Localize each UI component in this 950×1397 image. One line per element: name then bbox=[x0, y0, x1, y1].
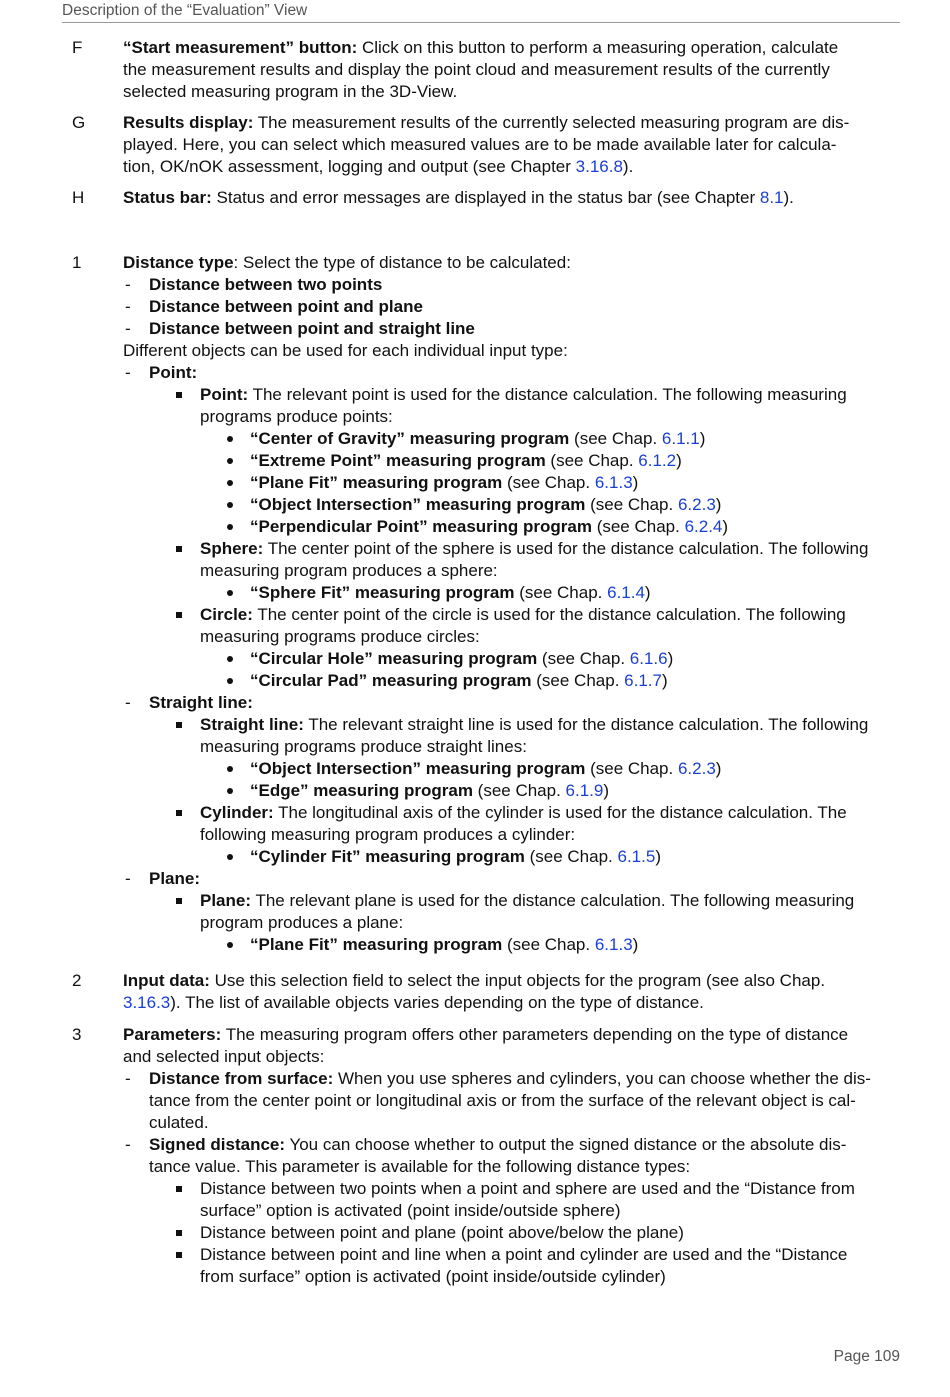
page-number: Page 109 bbox=[833, 1348, 900, 1365]
list-item: Circle: The center point of the circle is used for the distance calculation. The following bbox=[123, 604, 908, 626]
list-item: - Distance from surface: When you use spheres and cylinders, you can choose whether the dis- bbox=[123, 1068, 908, 1090]
entry-key: 1 bbox=[72, 253, 82, 272]
chapter-link[interactable]: 6.1.7 bbox=[624, 671, 662, 690]
entry-g: G Results display: The measurement results of the currently selected measuring program are dis- played. Here, you can select which measured values are to be made available later for calcula- tion, OK/nOK assessment, logging and output (see Chapter 3.16.8). bbox=[72, 113, 850, 176]
entry-label: “Start measurement” button: bbox=[123, 38, 358, 57]
list-item: Point: The relevant point is used for the distance calculation. The following measuring bbox=[123, 384, 908, 406]
chapter-link[interactable]: 6.1.1 bbox=[661, 429, 700, 448]
list-item: “Object Intersection” measuring program (see Chap. 6.2.3) bbox=[123, 494, 908, 516]
chapter-link[interactable]: 6.1.3 bbox=[594, 935, 633, 954]
list-item: Distance between two points when a point and sphere are used and the “Distance from bbox=[123, 1178, 908, 1200]
entry-key: 2 bbox=[72, 971, 82, 990]
chapter-link[interactable]: 8.1 bbox=[759, 188, 784, 207]
list-item: - Signed distance: You can choose whether to output the signed distance or the absolute dis- bbox=[123, 1134, 908, 1156]
chapter-link[interactable]: 6.1.5 bbox=[617, 847, 656, 866]
list-item: - Straight line: bbox=[123, 692, 908, 714]
list-item: - Distance between point and plane bbox=[123, 296, 908, 318]
chapter-link[interactable]: 6.1.9 bbox=[565, 781, 604, 800]
list-item: “Edge” measuring program (see Chap. 6.1.9) bbox=[123, 780, 908, 802]
list-item: Plane: The relevant plane is used for the distance calculation. The following measuring bbox=[123, 890, 908, 912]
chapter-link[interactable]: 3.16.8 bbox=[575, 157, 623, 176]
entry-h: H Status bar: Status and error messages are displayed in the status bar (see Chapter 8.1). bbox=[72, 188, 794, 207]
list-item: “Plane Fit” measuring program (see Chap. 6.1.3) bbox=[123, 934, 908, 956]
list-item: - Plane: bbox=[123, 868, 908, 890]
list-item: - Distance between point and straight line bbox=[123, 318, 908, 340]
chapter-link[interactable]: 6.1.3 bbox=[594, 473, 633, 492]
entry-label: Results display: bbox=[123, 113, 254, 132]
chapter-link[interactable]: 6.1.2 bbox=[638, 451, 677, 470]
entry-label: Input data: bbox=[123, 971, 210, 990]
entry-key: G bbox=[72, 113, 86, 132]
chapter-link[interactable]: 6.2.4 bbox=[684, 517, 723, 536]
list-item: Distance between point and plane (point above/below the plane) bbox=[123, 1222, 908, 1244]
chapter-link[interactable]: 6.2.3 bbox=[677, 759, 716, 778]
chapter-link[interactable]: 6.1.6 bbox=[629, 649, 668, 668]
header-divider bbox=[62, 22, 900, 23]
list-item: Sphere: The center point of the sphere is used for the distance calculation. The following bbox=[123, 538, 908, 560]
list-item: “Extreme Point” measuring program (see Chap. 6.1.2) bbox=[123, 450, 908, 472]
list-item: “Object Intersection” measuring program (see Chap. 6.2.3) bbox=[123, 758, 908, 780]
list-item: “Perpendicular Point” measuring program (see Chap. 6.2.4) bbox=[123, 516, 908, 538]
list-item: “Center of Gravity” measuring program (see Chap. 6.1.1) bbox=[123, 428, 908, 450]
list-item: “Plane Fit” measuring program (see Chap. 6.1.3) bbox=[123, 472, 908, 494]
entry-key: 3 bbox=[72, 1025, 82, 1044]
list-item: “Cylinder Fit” measuring program (see Chap. 6.1.5) bbox=[123, 846, 908, 868]
entry-2: 2 Input data: Use this selection field to select the input objects for the program (see also Chap. 3.16.3). The list of available objects varies depending on the type of distance. bbox=[72, 971, 826, 1012]
entry-label: Distance type bbox=[123, 253, 234, 272]
entry-label: Parameters: bbox=[123, 1025, 222, 1044]
entry-key: H bbox=[72, 188, 85, 207]
list-item: - Point: bbox=[123, 362, 908, 384]
list-item: “Circular Pad” measuring program (see Chap. 6.1.7) bbox=[123, 670, 908, 692]
list-item: Cylinder: The longitudinal axis of the cylinder is used for the distance calculation. The bbox=[123, 802, 908, 824]
entry-f: F “Start measurement” button: Click on this button to perform a measuring operation, calculate the measurement results and display the point cloud and measurement results of the currently selected measuring program in the 3D-View. bbox=[72, 38, 839, 101]
chapter-link[interactable]: 3.16.3 bbox=[123, 993, 171, 1012]
entry-key: F bbox=[72, 38, 83, 57]
entry-label: Status bar: bbox=[123, 188, 212, 207]
list-item: Straight line: The relevant straight line is used for the distance calculation. The following bbox=[123, 714, 908, 736]
chapter-link[interactable]: 6.2.3 bbox=[677, 495, 716, 514]
chapter-link[interactable]: 6.1.4 bbox=[607, 583, 645, 602]
list-item: - Distance between two points bbox=[123, 274, 908, 296]
entry-1: 1 Distance type: Select the type of distance to be calculated: - Distance between two points - Distance between point and plane - Distance between point and straight line Different objects can be used for each individual input type: - Point: Point: The relevant point is used for the distance calculation. The following measuring programs produce points: “Center of Gravity” measuring program (see Chap. 6.1.1) “Extreme Point” measuring program (see Chap. 6.1.2) “Plane Fit” measuring program (see Chap. 6.1.3) “Object Intersection” measuring program (see Chap. 6.2.3) “Perpendicular Point” measuring program (see Chap. 6.2.4) Sphere: The center point of the sphere is used for the distance calculation. The following measuring program produces a sphere: “Sphere Fit” measuring program (see Chap. 6.1.4) Circle: The center point of the circle is used for the distance calculation. The following measuring programs produce circles: “Circular Hole” measuring program (see Chap. 6.1.6) “Circular Pad” measuring program (see Chap. 6.1.7) - Straight line: Straight line: The relevant straight line is used for the distance calculation. The following measuring programs produce straight lines: “Object Intersection” measuring program (see Chap. 6.2.3) “Edge” measuring program (see Chap. 6.1.9) Cylinder: The longitudinal axis of the cylinder is used for the distance calculation. The following measuring program produces a cylinder: “Cylinder Fit” measuring program (see Chap. 6.1.5) - Plane: Plane: The relevant plane is used for the distance calculation. The following measuring program produces a plane: “Plane Fit” measuring program (see Chap. 6.1.3) bbox=[72, 252, 912, 956]
list-item: “Sphere Fit” measuring program (see Chap. 6.1.4) bbox=[123, 582, 908, 604]
list-item: Distance between point and line when a point and cylinder are used and the “Distance bbox=[123, 1244, 908, 1266]
entry-3: 3 Parameters: The measuring program offers other parameters depending on the type of distance and selected input objects: - Distance from surface: When you use spheres and cylinders, you can choose whether the dis- tance from the center point or longitudinal axis or from the surface of the relevant object is cal- culated. - Signed distance: You can choose whether to output the signed distance or the absolute dis- tance value. This parameter is available for the following distance types: Distance between two points when a point and sphere are used and the “Distance from surface” option is activated (point inside/outside sphere) Distance between point and plane (point above/below the plane) Distance between point and line when a point and cylinder are used and the “Distance from surface” option is activated (point inside/outside cylinder) bbox=[72, 1024, 912, 1288]
page-header: Description of the “Evaluation” View bbox=[62, 2, 308, 19]
list-item: “Circular Hole” measuring program (see Chap. 6.1.6) bbox=[123, 648, 908, 670]
